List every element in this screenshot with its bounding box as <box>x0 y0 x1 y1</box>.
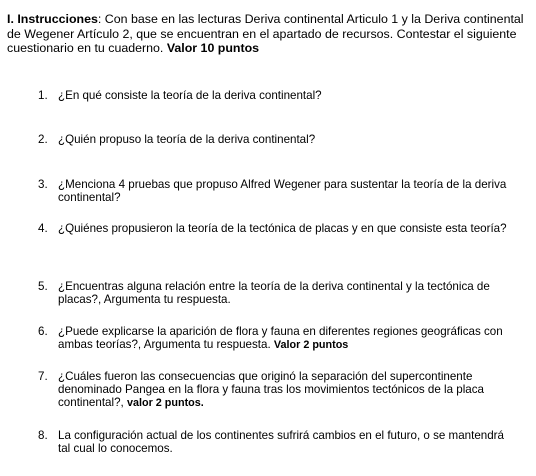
question-number: 1. <box>38 89 48 102</box>
question-4 <box>38 222 508 235</box>
question-value: valor 2 puntos. <box>126 397 204 410</box>
question-2 <box>38 133 508 146</box>
question-5 <box>38 280 508 306</box>
question-value: Valor 2 puntos <box>273 339 349 352</box>
question-number: 2. <box>38 133 48 146</box>
instructions-value: Valor 10 puntos <box>166 41 260 55</box>
instructions-text: : Con base en las lecturas Deriva continental Articulo 1 y la Deriva continental de Wegener Artículo 2, que se encuentran en el apartado de recursos. Contestar el siguiente cuestionario en tu cuaderno. <box>7 12 524 55</box>
question-3 <box>38 178 508 204</box>
question-number: 5. <box>38 280 48 293</box>
instructions-paragraph <box>7 12 529 56</box>
question-text: ¿Menciona 4 pruebas que propuso Alfred Wegener para sustentar la teoría de la deriva continental? <box>58 178 507 205</box>
question-text: La configuración actual de los continentes sufrirá cambios en el futuro, o se mantendrá tal cual lo conocemos. <box>58 429 504 456</box>
question-number: 3. <box>38 178 48 191</box>
question-text: ¿Quién propuso la teoría de la deriva continental? <box>58 133 316 146</box>
question-text: ¿En qué consiste la teoría de la deriva continental? <box>58 89 322 102</box>
question-text: ¿Cuáles fueron las consecuencias que originó la separación del supercontinente denominado Pangea en la flora y fauna tras los movimientos tectónicos de la placa continental?, <box>58 370 485 410</box>
question-text: ¿Quiénes propusieron la teoría de la tectónica de placas y en que consiste esta teoría? <box>58 222 507 235</box>
instructions-heading: I. Instrucciones <box>7 12 98 26</box>
question-7 <box>38 370 508 411</box>
question-number: 6. <box>38 325 48 338</box>
question-6 <box>38 325 508 352</box>
question-1 <box>38 89 508 102</box>
question-number: 4. <box>38 222 48 235</box>
question-text: ¿Puede explicarse la aparición de flora y fauna en diferentes regiones geográficas con ambas teorías?, Argumenta tu respuesta. <box>58 325 503 352</box>
question-text: ¿Encuentras alguna relación entre la teoría de la deriva continental y la tectónica de placas?, Argumenta tu respuesta. <box>58 280 490 307</box>
question-number: 8. <box>38 429 48 442</box>
question-number: 7. <box>38 370 48 383</box>
question-8 <box>38 429 508 455</box>
